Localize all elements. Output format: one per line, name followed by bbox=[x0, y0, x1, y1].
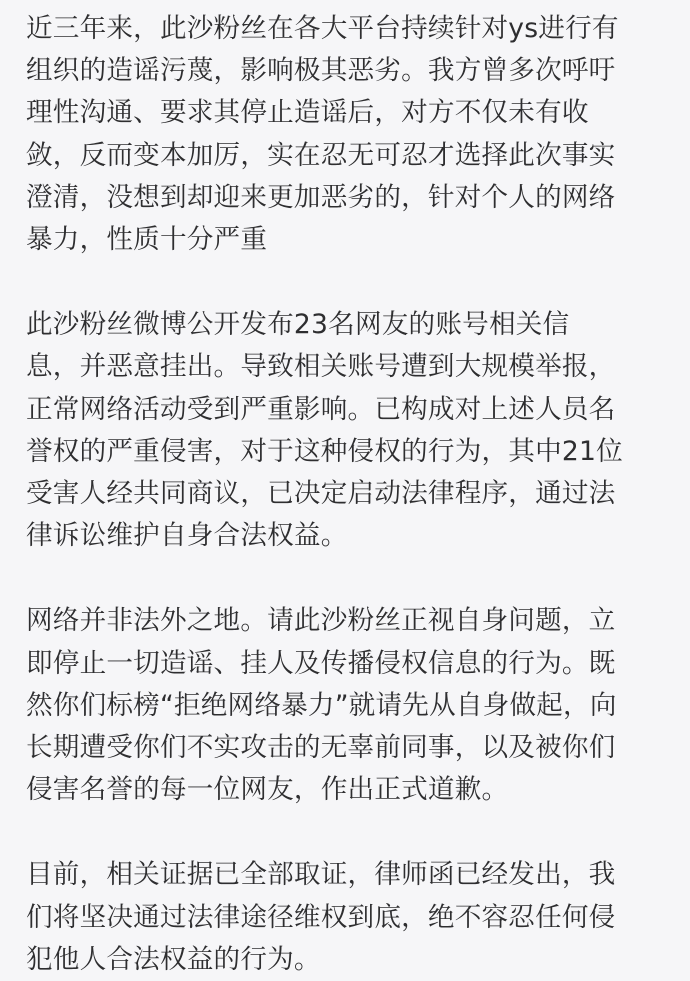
text-line: 正常网络活动受到严重影响。已构成对上述人员名 bbox=[26, 393, 616, 425]
text-line: 即停止一切造谣、挂人及传播侵权信息的行为。既 bbox=[26, 647, 616, 679]
text-line: 澄清，没想到却迎来更加恶劣的，针对个人的网络 bbox=[26, 181, 616, 213]
text-line: 敛，反而变本加厉，实在忍无可忍才选择此次事实 bbox=[26, 139, 616, 171]
text-line: 受害人经共同商议，已决定启动法律程序，通过法 bbox=[26, 478, 616, 510]
text-line: 然你们标榜“拒绝网络暴力”就请先从自身做起，向 bbox=[26, 689, 617, 721]
text-line: 此沙粉丝微博公开发布23名网友的账号相关信 bbox=[26, 309, 570, 341]
text-line: 网络并非法外之地。请此沙粉丝正视自身问题，立 bbox=[26, 605, 616, 637]
text-line: 暴力，性质十分严重 bbox=[26, 224, 268, 256]
text-line: 理性沟通、要求其停止造谣后，对方不仅未有收 bbox=[26, 97, 589, 129]
text-line: 组织的造谣污蔑，影响极其恶劣。我方曾多次呼吁 bbox=[26, 55, 616, 87]
paragraph-demand-apology bbox=[26, 600, 664, 811]
paragraph-conclusion bbox=[26, 854, 664, 981]
text-line: 近三年来，此沙粉丝在各大平台持续针对ys进行有 bbox=[26, 13, 619, 44]
text-line: 息，并恶意挂出。导致相关账号遭到大规模举报， bbox=[26, 351, 616, 383]
text-line: 犯他人合法权益的行为。 bbox=[26, 943, 321, 975]
text-line: 目前，相关证据已全部取证，律师函已经发出，我 bbox=[26, 859, 616, 891]
text-line: 誉权的严重侵害，对于这种侵权的行为，其中21位 bbox=[26, 435, 623, 467]
text-line: 长期遭受你们不实攻击的无辜前同事，以及被你们 bbox=[26, 732, 616, 764]
text-line: 侵害名誉的每一位网友，作出正式道歉。 bbox=[26, 774, 509, 806]
text-line: 们将坚决通过法律途径维权到底，绝不容忍任何侵 bbox=[26, 901, 616, 933]
paragraph-legal-action bbox=[26, 304, 664, 557]
paragraph-background bbox=[26, 8, 664, 261]
text-line: 律诉讼维护自身合法权益。 bbox=[26, 520, 348, 552]
